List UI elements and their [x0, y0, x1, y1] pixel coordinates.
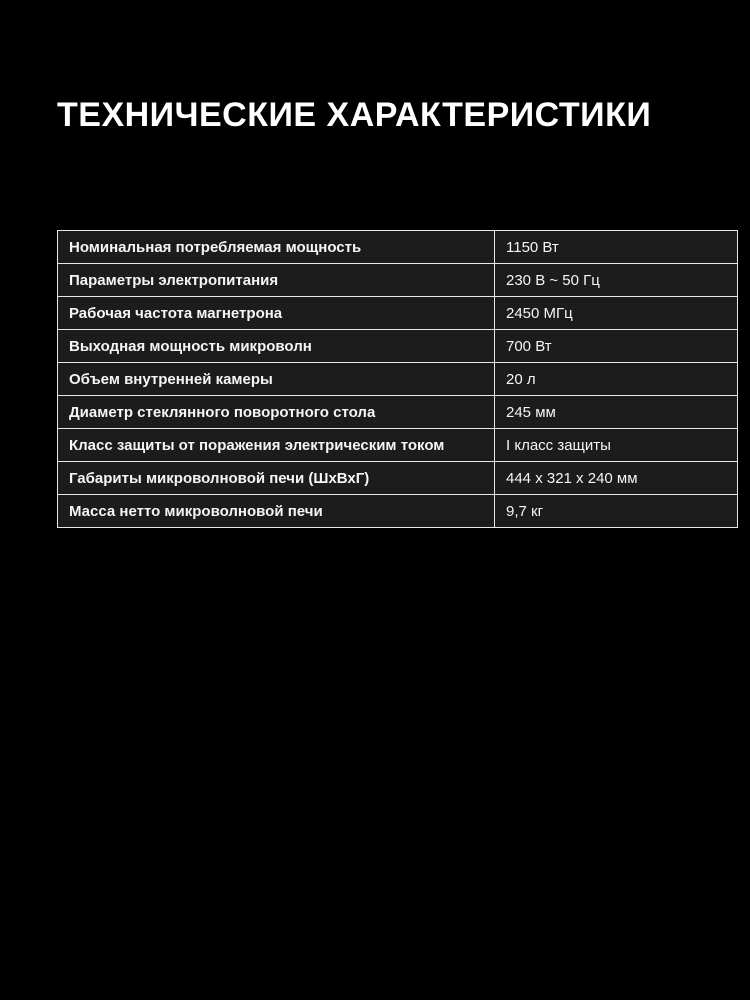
- spec-label: Рабочая частота магнетрона: [58, 297, 495, 330]
- spec-value: 1150 Вт: [495, 231, 738, 264]
- table-row: [58, 429, 738, 462]
- table-row: [58, 396, 738, 429]
- spec-label: Номинальная потребляемая мощность: [58, 231, 495, 264]
- spec-label: Габариты микроволновой печи (ШхВхГ): [58, 462, 495, 495]
- spec-value: 444 х 321 х 240 мм: [495, 462, 738, 495]
- spec-label: Параметры электропитания: [58, 264, 495, 297]
- table-row: [58, 462, 738, 495]
- table-row: [58, 264, 738, 297]
- spec-value: 245 мм: [495, 396, 738, 429]
- spec-label: Масса нетто микроволновой печи: [58, 495, 495, 528]
- spec-value: 230 В ~ 50 Гц: [495, 264, 738, 297]
- spec-table: [57, 230, 738, 528]
- table-row: [58, 495, 738, 528]
- spec-value: 700 Вт: [495, 330, 738, 363]
- spec-label: Диаметр стеклянного поворотного стола: [58, 396, 495, 429]
- spec-value: I класс защиты: [495, 429, 738, 462]
- spec-label: Выходная мощность микроволн: [58, 330, 495, 363]
- spec-label: Класс защиты от поражения электрическим током: [58, 429, 495, 462]
- table-row: [58, 297, 738, 330]
- spec-value: 20 л: [495, 363, 738, 396]
- spec-value: 9,7 кг: [495, 495, 738, 528]
- spec-value: 2450 МГц: [495, 297, 738, 330]
- table-row: [58, 330, 738, 363]
- spec-label: Объем внутренней камеры: [58, 363, 495, 396]
- page-title: ТЕХНИЧЕСКИЕ ХАРАКТЕРИСТИКИ: [57, 96, 652, 134]
- table-row: [58, 231, 738, 264]
- table-row: [58, 363, 738, 396]
